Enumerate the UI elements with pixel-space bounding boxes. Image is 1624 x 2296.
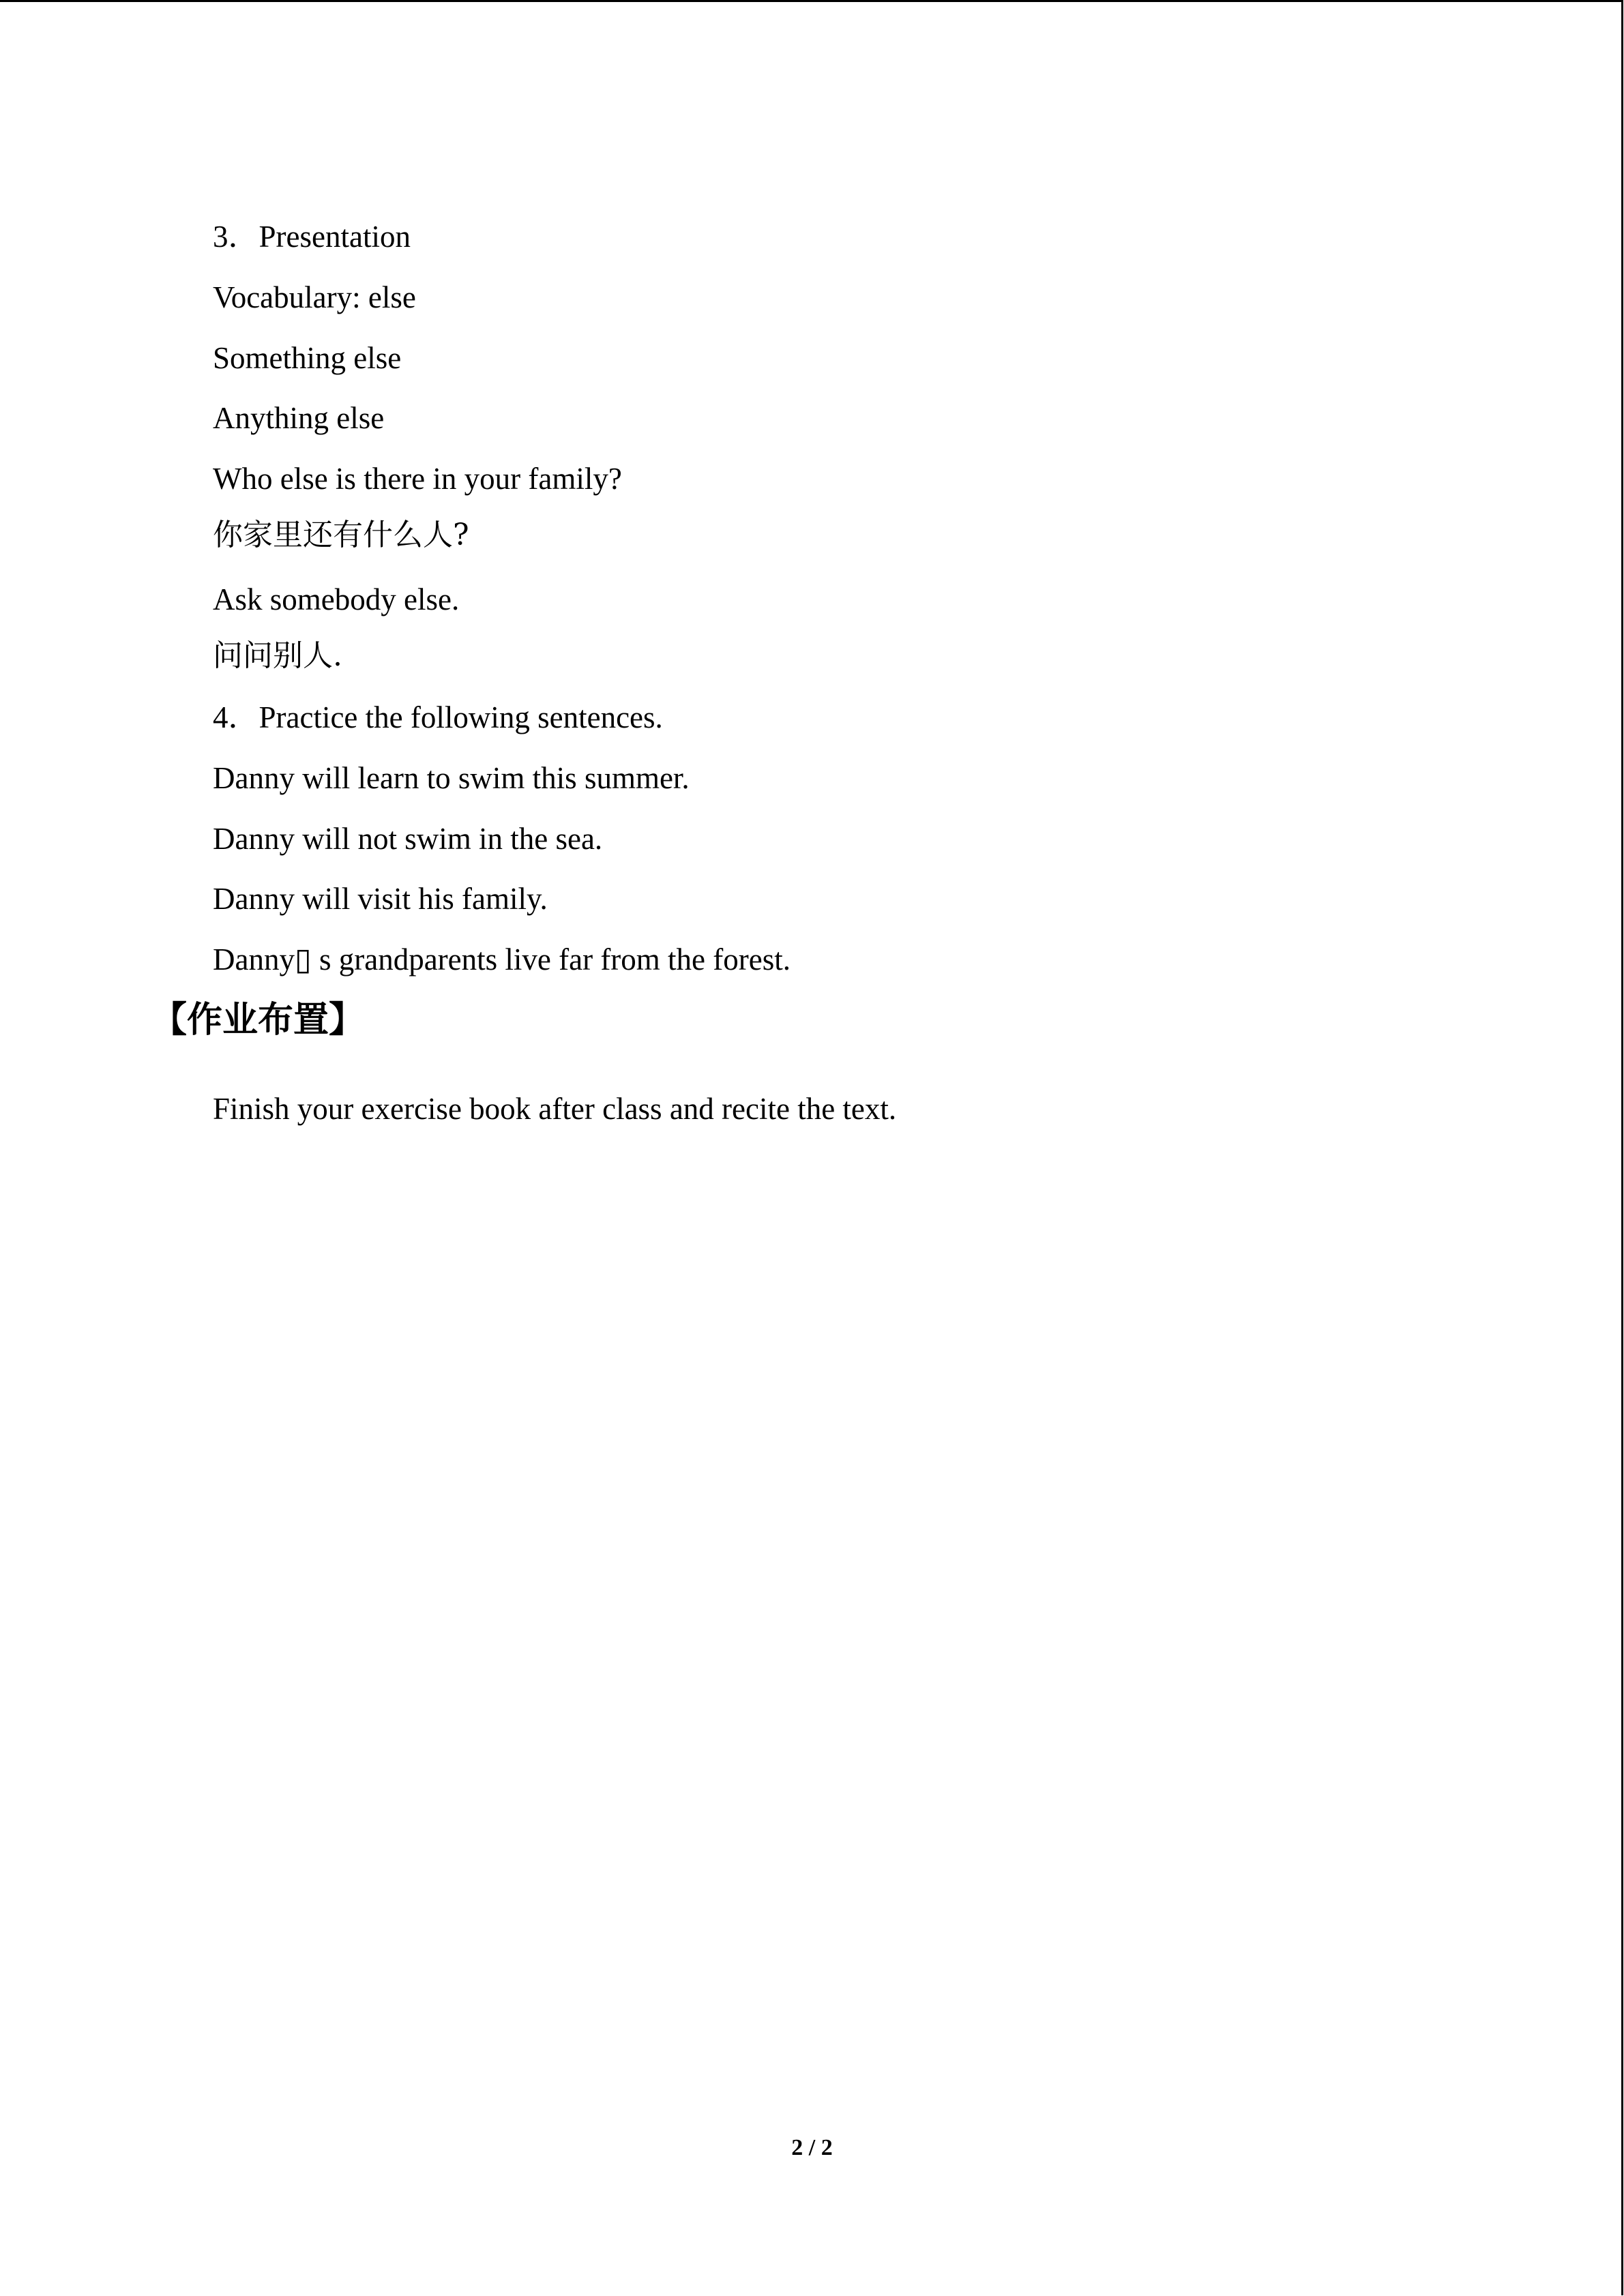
translation-ask-somebody: 问问别人. bbox=[213, 638, 342, 673]
section-3-title: 3．Presentation bbox=[213, 220, 411, 254]
practice-sentence-3: Danny will visit his family. bbox=[213, 882, 548, 916]
homework-text: Finish your exercise book after class and recite the text. bbox=[213, 1092, 897, 1126]
practice-sentence-2: Danny will not swim in the sea. bbox=[213, 822, 603, 856]
page-number: 2 / 2 bbox=[791, 2135, 833, 2160]
translation-who-else: 你家里还有什么人? bbox=[213, 518, 469, 552]
example-ask-somebody: Ask somebody else. bbox=[213, 582, 460, 616]
example-something-else: Something else bbox=[213, 341, 402, 375]
practice-sentence-4: Danny▯ s grandparents live far from the forest. bbox=[213, 942, 791, 976]
example-anything-else: Anything else bbox=[213, 401, 385, 435]
section-4-title: 4．Practice the following sentences. bbox=[213, 700, 663, 734]
example-who-else: Who else is there in your family? bbox=[213, 462, 622, 496]
vocabulary-line: Vocabulary: else bbox=[213, 280, 416, 314]
practice-sentence-1: Danny will learn to swim this summer. bbox=[213, 761, 690, 795]
homework-heading: 【作业布置】 bbox=[151, 1000, 365, 1041]
